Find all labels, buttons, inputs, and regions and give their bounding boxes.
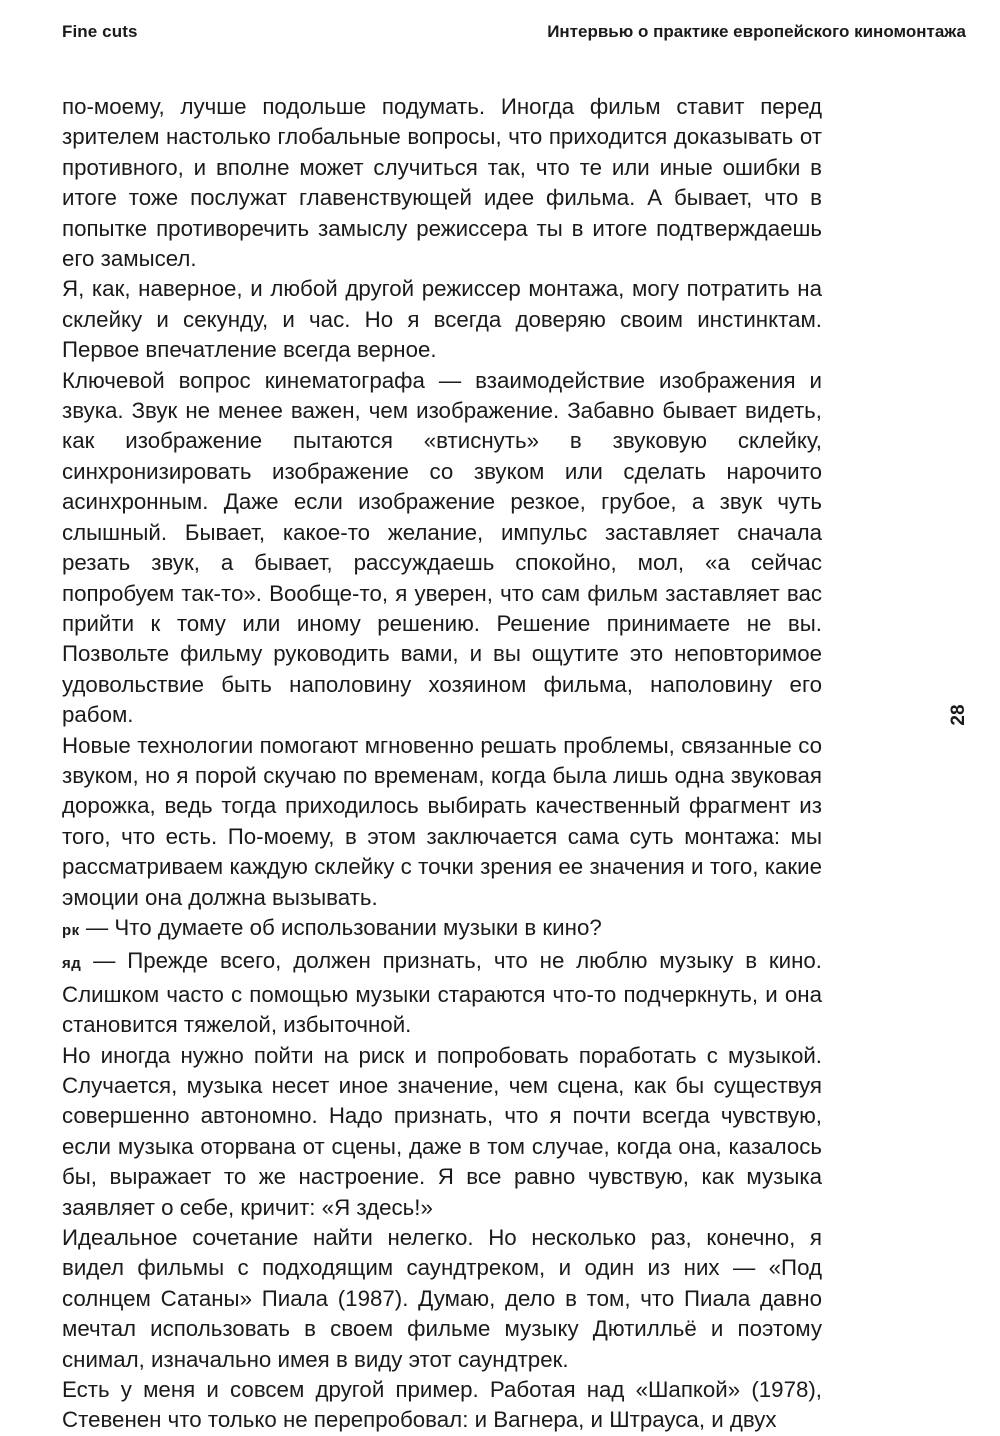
dialogue-text: — Прежде всего, должен признать, что не люблю музыку в кино. Слишком часто с помощью музыки стараются что-то подчеркнуть, и она становится тяжелой, избыточной. bbox=[62, 948, 822, 1038]
page-number: 28 bbox=[948, 704, 969, 726]
dialogue-text: — Что думаете об использовании музыки в кино? bbox=[85, 914, 602, 940]
paragraph: Я, как, наверное, и любой другой режиссер монтажа, могу потратить на склейку и секунду, и час. Но я всегда доверяю своим инстинктам. Первое впечатление всегда верное. bbox=[62, 276, 822, 363]
running-header-left: Fine cuts bbox=[62, 22, 138, 41]
speaker-initials: яд bbox=[62, 955, 82, 973]
body-text bbox=[62, 92, 822, 1436]
dialogue-line bbox=[62, 913, 822, 946]
dialogue-line bbox=[62, 946, 822, 1040]
speaker-initials: рк bbox=[62, 921, 80, 939]
running-header-right: Интервью о практике европейского киномонтажа bbox=[547, 22, 966, 41]
paragraph: Ключевой вопрос кинематографа — взаимодействие изображения и звука. Звук не менее важен, чем изображение. Забавно бывает видеть, как изображение пытаются «втиснуть» в звуковую склейку, синхронизировать изображение со звуком или сделать нарочито асинхронным. Даже если изображение резкое, грубое, а звук чуть слышный. Бывает, какое-то желание, импульс заставляет сначала резать звук, а бывает, рассуждаешь спокойно, мол, «а сейчас попробуем так-то». Вообще-то, я уверен, что сам фильм заставляет вас прийти к тому или иному решению. Решение принимаете не вы. Позвольте фильму руководить вами, и вы ощутите это неповторимое удовольствие быть наполовину хозяином фильма, наполовину его рабом. bbox=[62, 367, 822, 728]
paragraph: Идеальное сочетание найти нелегко. Но несколько раз, конечно, я видел фильмы с подходящим саундтреком, и один из них — «Под солнцем Сатаны» Пиала (1987). Думаю, дело в том, что Пиала давно мечтал использовать в своем фильме музыку Дютилльё и поэтому снимал, изначально имея в виду этот саундтрек. bbox=[62, 1225, 822, 1372]
paragraph: Но иногда нужно пойти на риск и попробовать поработать с музыкой. Случается, музыка несет иное значение, чем сцена, как бы существуя совершенно автономно. Надо признать, что я почти всегда чувствую, если музыка оторвана от сцены, даже в том случае, когда она, казалось бы, выражает то же настроение. Я все равно чувствую, как музыка заявляет о себе, кричит: «Я здесь!» bbox=[62, 1042, 822, 1220]
paragraph: Новые технологии помогают мгновенно решать проблемы, связанные со звуком, но я порой скучаю по временам, когда была лишь одна звуковая дорожка, ведь тогда приходилось выбирать качественный фрагмент из того, что есть. По-моему, в этом заключается сама суть монтажа: мы рассматриваем каждую склейку с точки зрения ее значения и того, какие эмоции она должна вызывать. bbox=[62, 732, 822, 910]
paragraph: по-моему, лучше подольше подумать. Иногда фильм ставит перед зрителем настолько глобальные вопросы, что приходится доказывать от противного, и вполне может случиться так, что те или иные ошибки в итоге тоже послужат главенствующей идее фильма. А бывает, что в попытке противоречить замыслу режиссера ты в итоге подтверждаешь его замысел. bbox=[62, 94, 822, 272]
paragraph: Есть у меня и совсем другой пример. Работая над «Шапкой» (1978), Стевенен что только не перепробовал: и Вагнера, и Штрауса, и двух bbox=[62, 1377, 822, 1433]
